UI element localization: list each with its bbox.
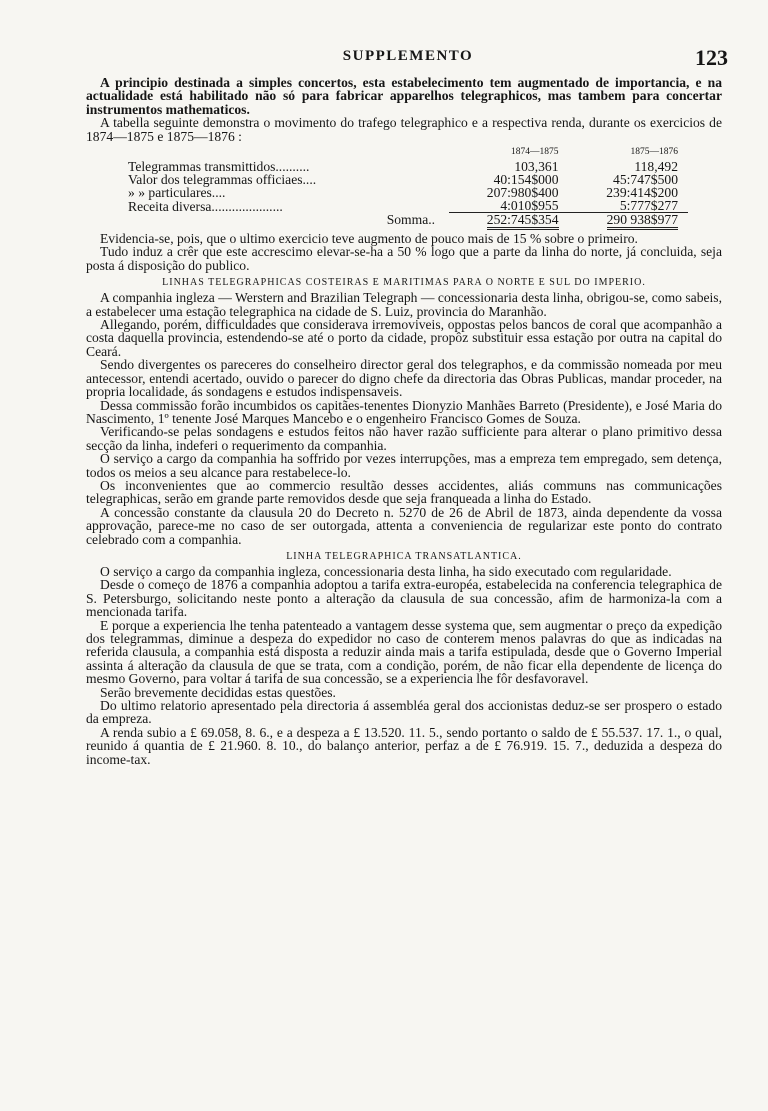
row-value: 4:010$955	[500, 198, 559, 214]
row-value: 207:980$400	[486, 185, 559, 201]
table-sum-row	[128, 213, 688, 227]
column-header: 1875—1876	[630, 147, 678, 158]
section-paragraph: Os inconvenientes que ao commercio resultão desses accidentes, aliás communs nas communicações telegraphicas, serão em grande parte removidos desde que seja franqueada a linha do Estado.	[86, 477, 722, 507]
row-value: 118,492	[634, 159, 678, 175]
section-paragraph: Dessa commissão forão incumbidos os capitães-tenentes Dionyzio Manhães Barreto (Presidente), e José Maria do Nascimento, 1º tenente José Marques Mancebo e o engenheiro Francisco Gomes de Souza.	[86, 397, 722, 426]
document-body	[86, 76, 722, 766]
page-header	[88, 45, 728, 70]
row-value: 40:154$000	[493, 172, 559, 188]
row-value: 239:414$200	[606, 185, 678, 201]
section-heading: LINHA TELEGRAPHICA TRANSATLANTICA.	[286, 550, 522, 562]
section-paragraph: Verificando-se pelas sondagens e estudos feitos não haver razão sufficiente para alterar o plano primitivo dessa secção da linha, indeferi o requerimento da companhia.	[86, 424, 722, 453]
sum-label: Somma..	[386, 212, 436, 228]
row-label: Valor dos telegrammas officiaes....	[128, 172, 317, 188]
body-paragraph: Evidencia-se, pois, que o ultimo exercicio teve augmento de pouco mais de 15 % sobre o primeiro.	[100, 231, 638, 247]
section-paragraph: Allegando, porém, difficuldades que considerava irremoviveis, oppostas pelos bancos de coral que acompanhão a costa daquella provincia, estendendo-se até o porto da cidade, propôz substituir essa estação por outra na capital do Ceará.	[86, 317, 722, 359]
traffic-table	[128, 145, 688, 226]
table-row	[128, 186, 688, 199]
row-label: » » particulares....	[128, 185, 226, 201]
section-paragraph: Serão brevemente decididas estas questões.	[100, 684, 336, 700]
body-paragraph: Tudo induz a crêr que este accrescimo elevar-se-ha a 50 % logo que a parte da linha do norte, já concluida, seja posta á disposição do publico.	[86, 244, 722, 273]
row-value: 45:747$500	[613, 172, 678, 188]
page-number: 123	[695, 45, 728, 70]
running-title: SUPPLEMENTO	[342, 48, 474, 64]
row-label: Receita diversa.....................	[128, 198, 283, 214]
row-label: Telegrammas transmittidos..........	[128, 159, 310, 175]
section-paragraph: O serviço a cargo da companhia ha soffrido por vezes interrupções, mas a empreza tem empregado, sem detença, todos os meios a seu alcance para restabelece-lo.	[86, 451, 722, 480]
intro-paragraph: A principio destinada a simples concertos, esta estabelecimento tem augmentado de importancia, e na actualidade está habilitado não só para fabricar apparelhos telegraphicos, mas tambem para concertar instrumentos mathematicos.	[86, 75, 722, 117]
section-paragraph: Do ultimo relatorio apresentado pela directoria á assembléa geral dos accionistas deduz-se ser prospero o estado da empreza.	[86, 698, 722, 727]
column-header: 1874—1875	[511, 147, 559, 158]
section-paragraph: A renda subio a £ 69.058, 8. 6., e a despeza a £ 13.520. 11. 5., sendo portanto o saldo de £ 55.537. 17. 1., o qual, reunido á quantia de £ 21.960. 8. 10., do balanço anterior, perfaz a de £ 76.919. 15. 7., deduzida a despeza do income-tax.	[86, 724, 722, 767]
table-header-row	[128, 145, 688, 160]
intro-paragraph: A tabella seguinte demonstra o movimento do trafego telegraphico e a respectiva renda, durante os exercicios de 1874—1875 e 1875—1876 :	[86, 115, 722, 144]
sum-value: 252:745$354	[487, 212, 559, 230]
section-paragraph: A concessão constante da clausula 20 do Decreto n. 5270 de 26 de Abril de 1873, ainda dependente da vossa approvação, parece-me no caso de ser outorgada, attenta a conveniencia de regularizar este ponto do contrato celebrado com a companhia.	[86, 504, 722, 547]
section-paragraph: O serviço a cargo da companhia ingleza, concessionaria desta linha, ha sido executado com regularidade.	[100, 563, 672, 579]
sum-value: 290 938$977	[607, 212, 678, 230]
section-paragraph: Sendo divergentes os pareceres do conselheiro director geral dos telegraphos, e da commissão nomeada por meu antecessor, entendi acertado, ouvido o parecer do digno chefe da directoria das Obras Publicas, mandar proceder, na propria localidade, ás sondagens e estudos indispensaveis.	[86, 357, 722, 400]
section-paragraph: E porque a experiencia lhe tenha patenteado a vantagem desse systema que, sem augmentar o preço da expedição dos telegrammas, diminue a despeza do expedidor no caso de conterem menos palavras do que as indicadas na referida clausula, a companhia está disposta a reduzir ainda mais a tarifa estipulada, desde que o Governo Imperial assinta á alteração da clausula de que se trata, com a condição, porém, de não ficar ella dependente de licença do mesmo Governo, para voltar á tarifa de sua concessão, se a experiencia lhe fôr desfavoravel.	[86, 617, 722, 687]
section-heading: LINHAS TELEGRAPHICAS COSTEIRAS E MARITIMAS PARA O NORTE E SUL DO IMPERIO.	[162, 277, 646, 289]
row-value: 103,361	[514, 159, 559, 175]
table-row	[128, 199, 688, 213]
row-value: 5:777$277	[619, 198, 678, 214]
section-paragraph: Desde o começo de 1876 a companhia adoptou a tarifa extra-européa, estabelecida na conferencia telegraphica de S. Petersburgo, solicitando neste ponto a alteração da clausula de sua concessão, afim de harmoniza-la com a mencionada tarifa.	[86, 577, 722, 620]
section-paragraph: A companhia ingleza — Werstern and Brazilian Telegraph — concessionaria desta linha, obrigou-se, como sabeis, a estabelecer uma estação telegraphica na cidade de S. Luiz, provincia do Maranhão.	[86, 290, 722, 319]
